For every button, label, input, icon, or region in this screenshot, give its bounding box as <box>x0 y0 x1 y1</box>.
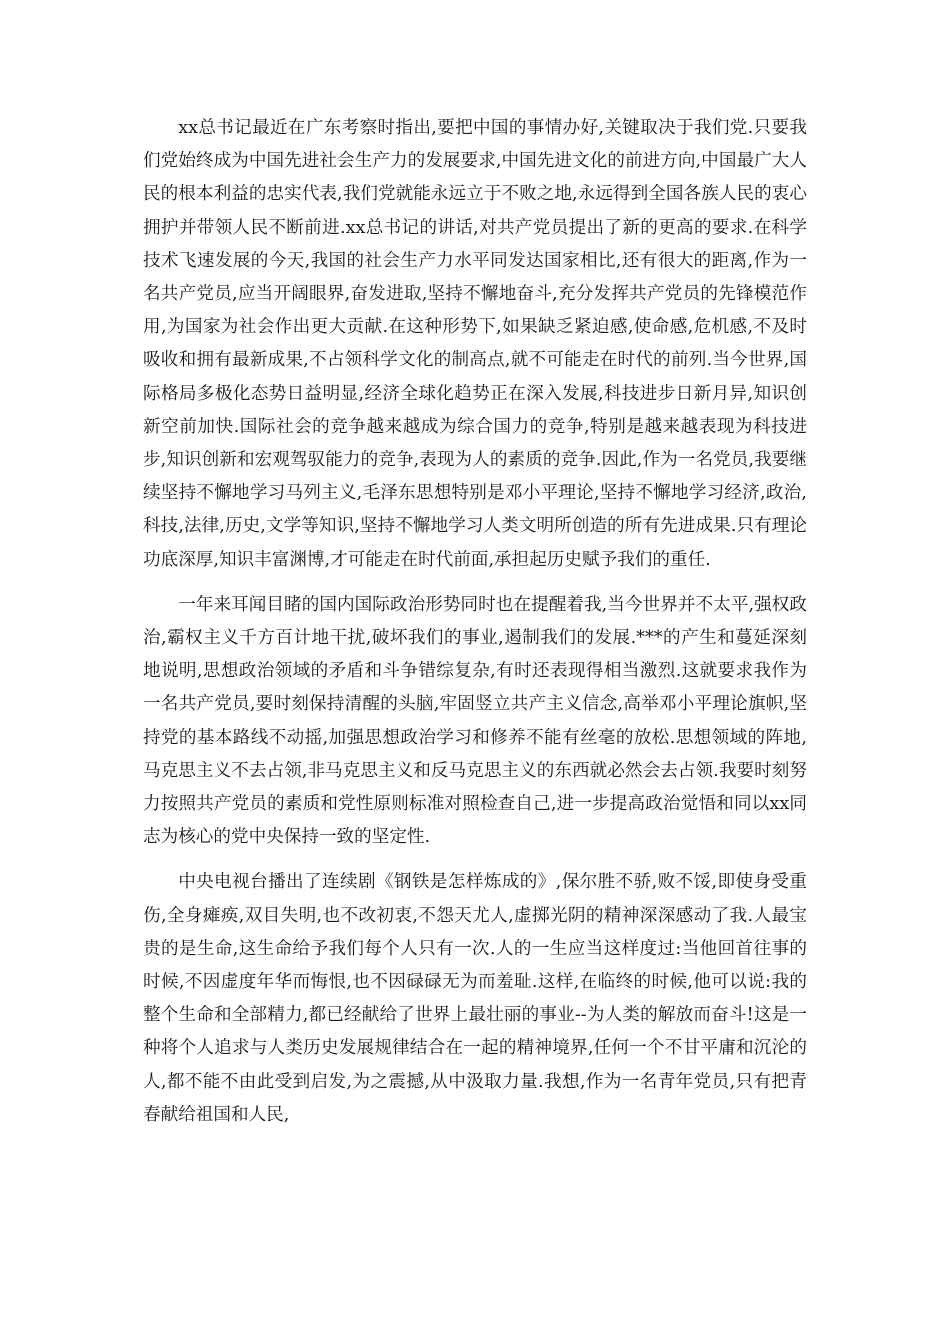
paragraph-3: 中央电视台播出了连续剧《钢铁是怎样炼成的》,保尔胜不骄,败不馁,即使身受重伤,全身瘫痪,双目失明,也不改初衷,不怨天尤人,虚掷光阴的精神深深感动了我.人最宝贵的是生命,这生命给予我们每个人只有一次.人的一生应当这样度过:当他回首往事的时候,不因虚度年华而悔恨,也不因碌碌无为而羞耻.这样,在临终的时候,他可以说:我的整个生命和全部精力,都已经献给了世界上最壮丽的事业--为人类的解放而奋斗!这是一种将个人追求与人类历史发展规律结合在一起的精神境界,任何一个不甘平庸和沉沦的人,都不能不由此受到启发,为之震撼,从中汲取力量.我想,作为一名青年党员,只有把青春献给祖国和人民, <box>143 872 807 1125</box>
paragraph-1: xx总书记最近在广东考察时指出,要把中国的事情办好,关键取决于我们党.只要我们党始终成为中国先进社会生产力的发展要求,中国先进文化的前进方向,中国最广大人民的根本利益的忠实代表,我们党就能永远立于不败之地,永远得到全国各族人民的衷心拥护并带领人民不断前进.xx总书记的讲话,对共产党员提出了新的更高的要求.在科学技术飞速发展的今天,我国的社会生产力水平同发达国家相比,还有很大的距离,作为一名共产党员,应当开阔眼界,奋发进取,坚持不懈地奋斗,充分发挥共产党员的先锋模范作用,为国家为社会作出更大贡献.在这种形势下,如果缺乏紧迫感,使命感,危机感,不及时吸收和拥有最新成果,不占领科学文化的制高点,就不可能走在时代的前列.当今世界,国际格局多极化态势日益明显,经济全球化趋势正在深入发展,科技进步日新月异,知识创新空前加快.国际社会的竞争越来越成为综合国力的竞争,特别是越来越表现为科技进步,知识创新和宏观驾驭能力的竞争,表现为人的素质的竞争.因此,作为一名党员,我要继续坚持不懈地学习马列主义,毛泽东思想特别是邓小平理论,坚持不懈地学习经济,政治,科技,法律,历史,文学等知识,坚持不懈地学习人类文明所创造的所有先进成果.只有理论功底深厚,知识丰富渊博,才可能走在时代前面,承担起历史赋予我们的重任. <box>143 118 807 570</box>
document-body <box>143 112 807 1132</box>
paragraph-2: 一年来耳闻目睹的国内国际政治形势同时也在提醒着我,当今世界并不太平,强权政治,霸权主义千方百计地干扰,破坏我们的事业,遏制我们的发展.***的产生和蔓延深刻地说明,思想政治领域的矛盾和斗争错综复杂,有时还表现得相当激烈.这就要求我作为一名共产党员,要时刻保持清醒的头脑,牢固竖立共产主义信念,高举邓小平理论旗帜,坚持党的基本路线不动摇,加强思想政治学习和修养不能有丝毫的放松.思想领域的阵地,马克思主义不去占领,非马克思主义和反马克思主义的东西就必然会去占领.我要时刻努力按照共产党员的素质和党性原则标准对照检查自己,进一步提高政治觉悟和同以xx同志为核心的党中央保持一致的坚定性. <box>143 594 807 848</box>
